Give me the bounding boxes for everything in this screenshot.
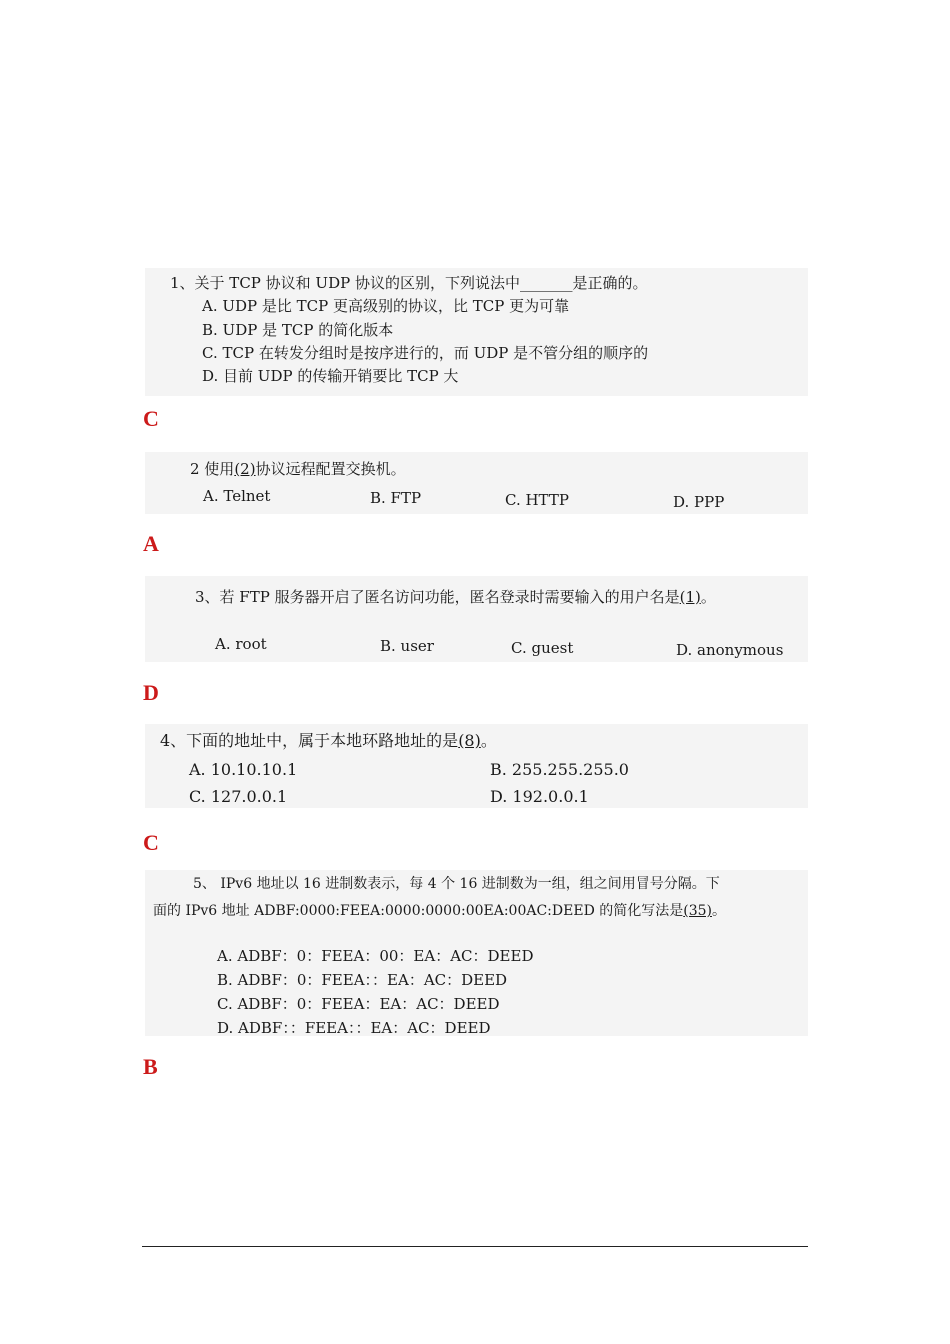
question-3-scan — [145, 576, 808, 662]
question-2-option-b: B. FTP — [370, 489, 422, 507]
question-2-option-d: D. PPP — [673, 493, 725, 511]
question-5-stem-line2: 面的 IPv6 地址 ADBF:0000:FEEA:0000:0000:00EA:00AC:DEED 的简化写法是(35)。 — [153, 903, 726, 919]
question-4-option-c: C. 127.0.0.1 — [189, 787, 288, 806]
question-4-stem: 4、下面的地址中，属于本地环路地址的是(8)。 — [160, 731, 497, 750]
question-2-option-c: C. HTTP — [505, 491, 569, 509]
question-1-option-b: B. UDP 是 TCP 的简化版本 — [202, 320, 394, 339]
question-2-answer: A — [143, 531, 159, 556]
question-5-option-c: C. ADBF：0：FEEA：EA：AC：DEED — [217, 995, 500, 1013]
question-2-scan — [145, 452, 808, 514]
question-3-option-c: C. guest — [511, 639, 574, 657]
question-5-option-d: D. ADBF：：FEEA：：EA：AC：DEED — [217, 1019, 491, 1037]
footer-divider — [142, 1246, 808, 1247]
question-1-option-c: C. TCP 在转发分组时是按序进行的，而 UDP 是不管分组的顺序的 — [202, 343, 649, 362]
question-3-answer: D — [143, 680, 159, 705]
question-1-option-a: A. UDP 是比 TCP 更高级别的协议，比 TCP 更为可靠 — [202, 297, 570, 316]
question-5-answer: B — [143, 1054, 158, 1079]
question-5-stem-line1: 5、 IPv6 地址以 16 进制数表示，每 4 个 16 进制数为一组，组之间用冒号分隔。下 — [193, 876, 720, 892]
question-4-answer: C — [143, 830, 159, 855]
question-5-option-a: A. ADBF：0：FEEA：00：EA：AC：DEED — [217, 947, 534, 965]
question-3-option-a: A. root — [215, 635, 267, 653]
question-3-option-b: B. user — [380, 637, 434, 655]
question-2-stem: 2 使用(2)协议远程配置交换机。 — [190, 460, 406, 478]
question-4-option-b: B. 255.255.255.0 — [490, 760, 629, 779]
question-4-option-a: A. 10.10.10.1 — [189, 760, 298, 779]
question-5-option-b: B. ADBF：0：FEEA：：EA：AC：DEED — [217, 971, 508, 989]
question-4-option-d: D. 192.0.0.1 — [490, 787, 589, 806]
question-5-scan — [145, 870, 808, 1036]
question-3-option-d: D. anonymous — [676, 641, 784, 659]
question-4-scan — [145, 724, 808, 808]
question-2-blank: (2) — [234, 460, 256, 478]
question-5-blank: (35) — [683, 903, 712, 919]
question-3-blank: (1) — [679, 588, 701, 606]
question-1-scan — [145, 268, 808, 396]
question-1-answer: C — [143, 406, 159, 431]
question-3-stem: 3、若 FTP 服务器开启了匿名访问功能，匿名登录时需要输入的用户名是(1)。 — [195, 588, 716, 606]
question-4-blank: (8) — [458, 731, 481, 750]
question-2-option-a: A. Telnet — [203, 487, 271, 505]
question-1-stem: 1、关于 TCP 协议和 UDP 协议的区别，下列说法中_______是正确的。 — [170, 274, 648, 292]
question-1-option-d: D. 目前 UDP 的传输开销要比 TCP 大 — [202, 367, 459, 385]
